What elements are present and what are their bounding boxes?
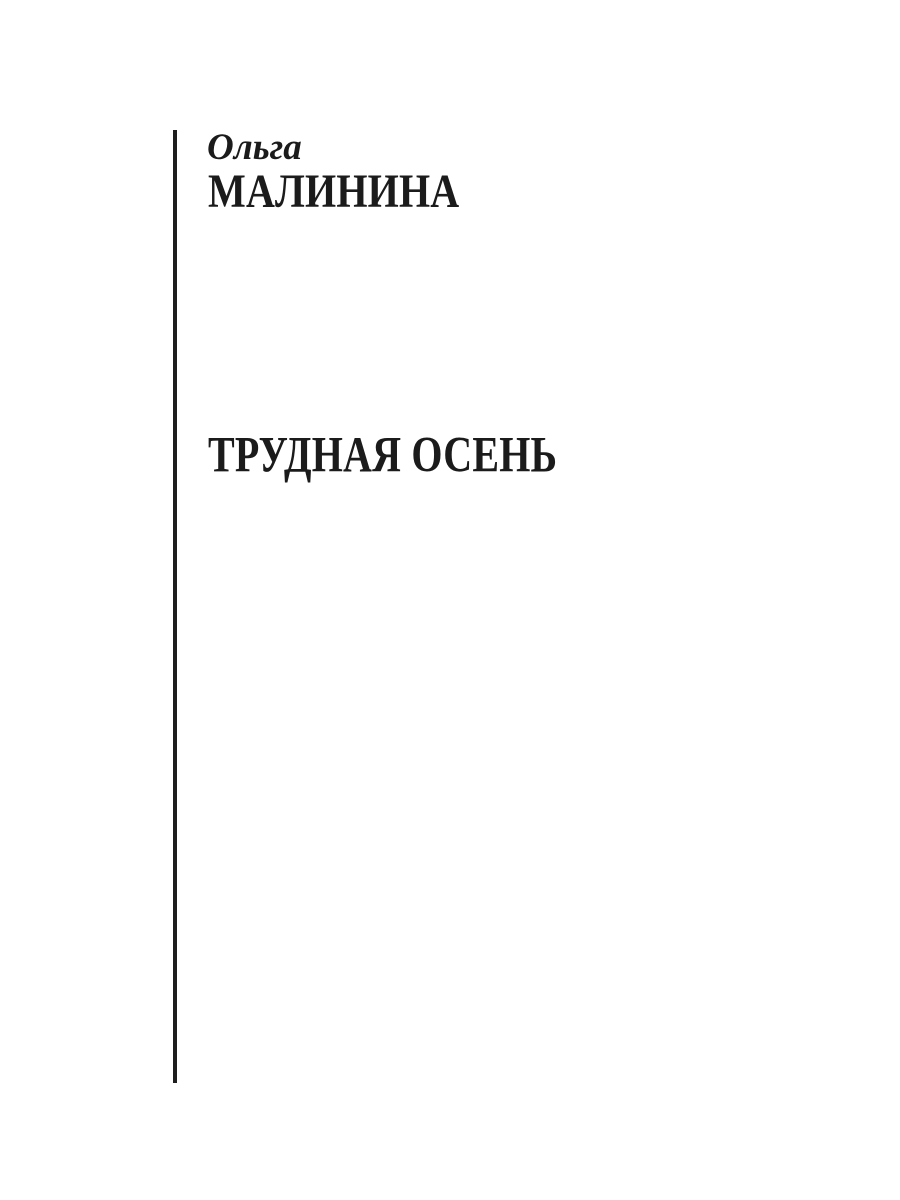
vertical-rule-divider xyxy=(173,130,177,1083)
book-title: ТРУДНАЯ ОСЕНЬ xyxy=(208,425,558,484)
author-last-name: МАЛИНИНА xyxy=(208,163,460,218)
author-first-name: Ольга xyxy=(207,127,302,168)
